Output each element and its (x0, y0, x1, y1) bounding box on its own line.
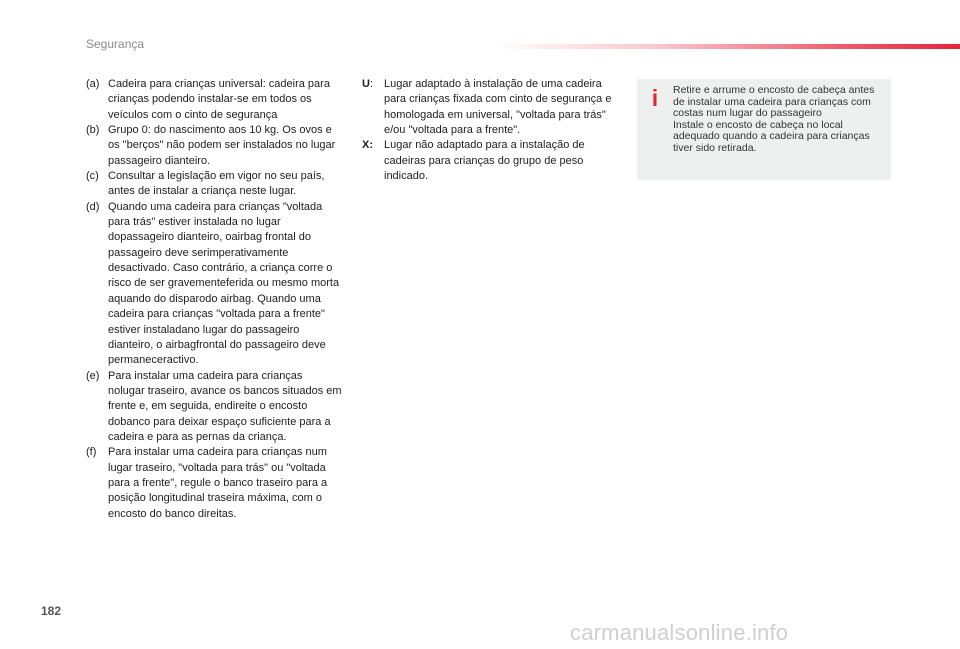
legend-item (362, 138, 612, 184)
left-notes-column (86, 77, 342, 522)
legend-item (362, 77, 612, 138)
note-item (86, 123, 342, 169)
page-number: 182 (41, 604, 62, 618)
section-title: Segurança (86, 37, 145, 51)
note-text: Grupo 0: do nascimento aos 10 kg. Os ovos e os "berços" não podem ser instalados no lugar passageiro dianteiro. (108, 124, 336, 167)
legend-label: U: (362, 78, 374, 90)
info-line: Retire e arrume o encosto de cabeça antes de instalar uma cadeira para crianças com costas num lugar do passageiro (673, 84, 875, 120)
note-text: Para instalar uma cadeira para crianças num lugar traseiro, "voltada para trás" ou "voltada para a frente", regule o banco traseiro para a posição longitudinal traseira máxima, com o encosto do banco direitas. (108, 446, 328, 520)
legend-text: Lugar não adaptado para a instalação de cadeiras para crianças do grupo de peso indicado. (384, 139, 585, 183)
note-text: Quando uma cadeira para crianças "voltada para trás" estiver instalada no lugar dopassageiro dianteiro, oairbag frontal do passageiro deve serimperativamente desactivado. Caso contrário, a criança corre o risco de ser gravementeferida ou mesmo morta aquando do disparodo airbag. Quando uma cadeira para crianças "voltada para a frente" estiver instaladano lugar do passageiro dianteiro, o airbagfrontal do passageiro deve permaneceractivo. (108, 200, 340, 367)
note-text: Para instalar uma cadeira para crianças nolugar traseiro, avance os bancos situados em frente e, em seguida, endireite o encosto dobanco para deixar espaço suficiente para a cadeira e para as pernas da criança. (108, 369, 342, 443)
note-label: (d) (86, 200, 100, 213)
note-item (86, 77, 342, 123)
note-label: (e) (86, 369, 100, 382)
legend-column (362, 77, 612, 184)
note-label: (c) (86, 170, 99, 183)
legend-text: Lugar adaptado à instalação de uma cadeira para crianças fixada com cinto de segurança e homologada em universal, "voltada para trás" e/ou "voltada para a frente". (384, 78, 612, 137)
info-icon: i (651, 85, 659, 111)
note-item (86, 169, 342, 200)
header-accent-bar (490, 44, 960, 49)
info-text (673, 85, 883, 155)
legend-label: X: (362, 139, 374, 152)
note-text: Cadeira para crianças universal: cadeira para crianças podendo instalar-se em todos os veículos com o cinto de segurança (108, 78, 330, 121)
info-box (637, 79, 891, 180)
watermark: carmanualsonline.info (570, 620, 789, 645)
note-label: (b) (86, 124, 100, 137)
note-text: Consultar a legislação em vigor no seu país, antes de instalar a criança neste lugar. (108, 170, 325, 198)
note-item (86, 369, 342, 446)
note-label: (f) (86, 446, 97, 459)
note-item (86, 200, 342, 369)
note-item (86, 445, 342, 522)
note-label: (a) (86, 78, 100, 90)
info-line: Instale o encosto de cabeça no local adequado quando a cadeira para crianças tiver sido retirada. (673, 118, 870, 154)
